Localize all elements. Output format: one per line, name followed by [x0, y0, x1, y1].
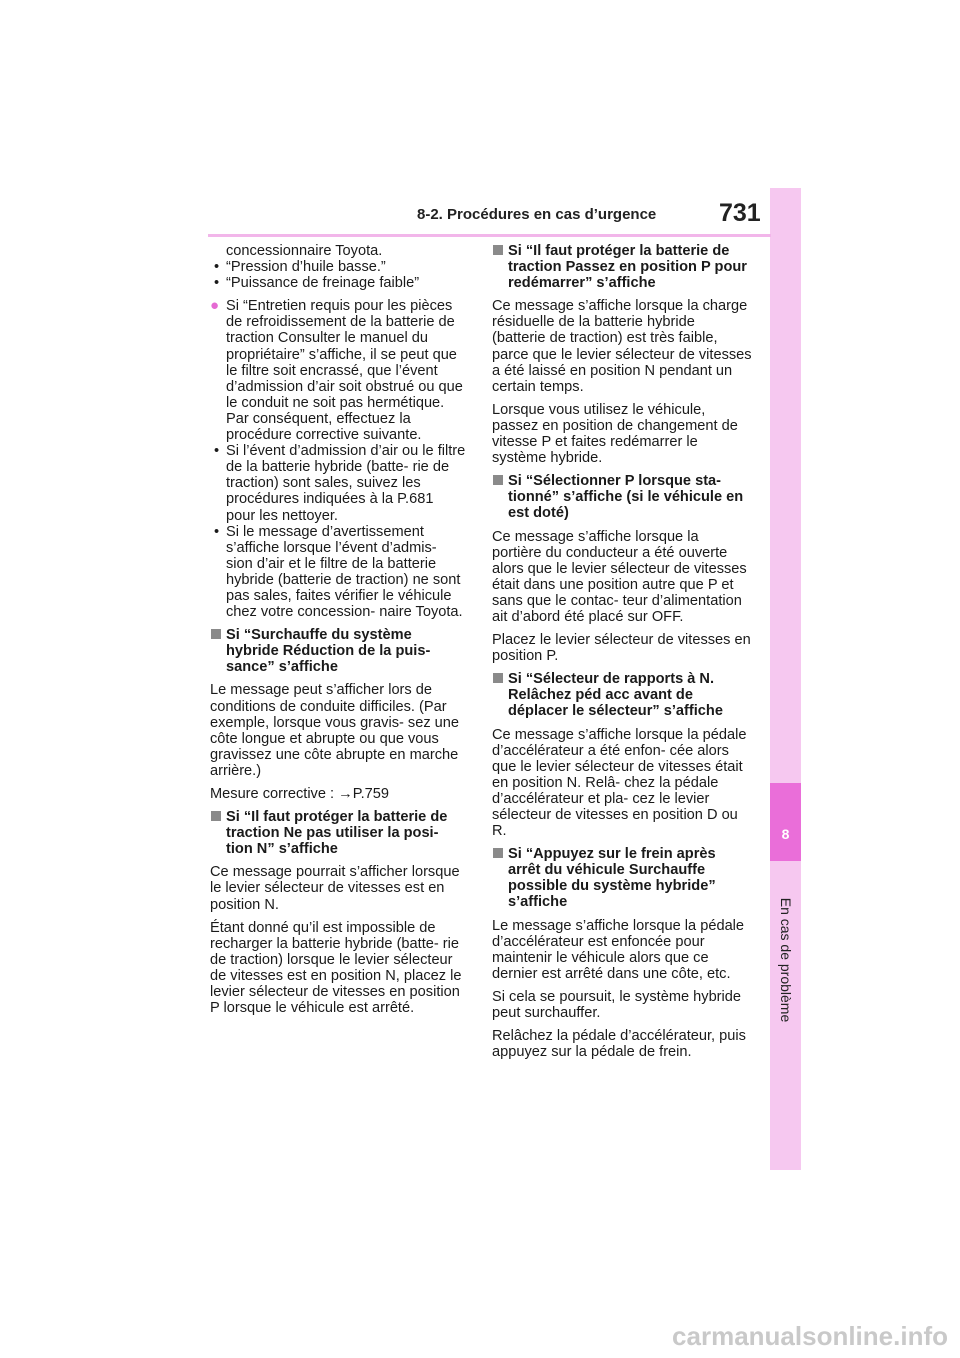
chapter-label: En cas de problème: [778, 897, 794, 1023]
body-paragraph: Si cela se poursuit, le système hybride peut surchauffer.: [492, 988, 742, 1022]
list-item: • Si l’évent d’admission d’air ou le filtre de la batterie hybride (batte- rie de traction) sont sales, suivez les procédures indiquées à la P.681 pour les nettoyer.: [214, 443, 466, 524]
heading-square-icon: [211, 811, 221, 821]
chapter-number: 8: [781, 826, 790, 842]
bullet-dot-icon: •: [214, 443, 220, 460]
heading-square-icon: [493, 475, 503, 485]
body-paragraph: Ce message s’affiche lorsque la portière du conducteur a été ouverte alors que le levier sélecteur de vitesses était dans une position autre que P et sans que le contac- teur d’alimentation ait d’abord été placé sur OFF.: [492, 528, 747, 625]
body-paragraph: Ce message pourrait s’afficher lorsque le levier sélecteur de vitesses est en position N.: [210, 864, 460, 913]
list-item: • “Puissance de freinage faible”: [214, 275, 420, 292]
bullet-dot-icon: •: [214, 259, 220, 276]
body-paragraph: Placez le levier sélecteur de vitesses en position P.: [492, 632, 751, 665]
bullet-dot-icon: •: [214, 523, 220, 540]
subsection-heading: Si “Il faut protéger la batterie de traction Passez en position P pour redémarrer” s’affiche: [492, 243, 752, 291]
body-paragraph: Ce message s’affiche lorsque la pédale d’accélérateur a été enfon- cée alors que le levier sélecteur de vitesses était en position N. Relâ- chez la pédale d’accélérateur et pla- cez le levier sélecteur de vitesses en position D ou R.: [492, 726, 747, 840]
heading-square-icon: [211, 629, 221, 639]
body-paragraph: Le message s’affiche lorsque la pédale d’accélérateur est enfoncée pour maintenir le véhicule alors que ce dernier est arrêté dans une côte, etc.: [492, 917, 745, 982]
heading-square-icon: [493, 245, 503, 255]
right-column: [492, 243, 752, 1067]
list-item: • “Pression d’huile basse.”: [214, 259, 386, 276]
header-rule: [208, 234, 771, 237]
body-paragraph: Ce message s’affiche lorsque la charge résiduelle de la batterie hybride (batterie de traction) est très faible, parce que le levier sélecteur de vitesses a été laissé en position N pendant un certain temps.: [492, 298, 752, 395]
footer-watermark: carmanualsonline.info: [672, 1321, 948, 1351]
subsection-heading: Si “Surchauffe du système hybride Réduction de la puis- sance” s’affiche: [210, 627, 466, 675]
body-paragraph: Mesure corrective : →P.759: [210, 786, 389, 802]
bullet-dot-icon: •: [214, 275, 220, 292]
section-title: 8-2. Procédures en cas d’urgence: [417, 206, 657, 223]
subsection-heading: Si “Sélecteur de rapports à N. Relâchez péd acc avant de déplacer le sélecteur” s’affiche: [492, 671, 752, 719]
subsection-heading: Si “Il faut protéger la batterie de traction Ne pas utiliser la posi- tion N” s’affiche: [210, 809, 466, 857]
subsection-heading: Si “Appuyez sur le frein après arrêt du véhicule Surchauffe possible du système hybride” s’affiche: [492, 846, 752, 910]
subsection-heading: Si “Sélectionner P lorsque sta- tionné” s’affiche (si le véhicule en est doté): [492, 473, 752, 521]
continued-line: concessionnaire Toyota.: [226, 243, 383, 259]
body-paragraph: Étant donné qu’il est impossible de recharger la batterie hybride (batte- rie de traction) lorsque le levier sélecteur de vitesses est en position N, placez le levier sélecteur de vitesses en position P lorsque le véhicule est arrêté.: [210, 919, 462, 1017]
page-number: 731: [719, 199, 761, 227]
heading-square-icon: [493, 673, 503, 683]
body-paragraph: Lorsque vous utilisez le véhicule, passez en position de changement de vitesse P et faites redémarrer le système hybride.: [492, 401, 738, 467]
left-column: [210, 243, 466, 1023]
circle-bullet-paragraph: ● Si “Entretien requis pour les pièces de refroidissement de la batterie de traction Consulter le manuel du propriétaire” s’affiche, il se peut que le filtre soit encrassé, que l’évent d’admission d’air soit obstrué ou que le conduit ne soit pas hermétique. Par conséquent, effectuez la procédure corrective suivante.: [210, 297, 463, 444]
list-item: • Si le message d’avertissement s’affiche lorsque l’évent d’admis- sion d’air et le filtre de la batterie hybride (batterie de traction) ne sont pas sales, faites vérifier le véhicule chez votre concession- naire Toyota.: [214, 523, 463, 621]
circle-bullet-icon: ●: [210, 297, 220, 315]
chapter-tab: [770, 783, 801, 861]
heading-square-icon: [493, 848, 503, 858]
body-paragraph: Relâchez la pédale d’accélérateur, puis appuyez sur la pédale de frein.: [492, 1028, 746, 1061]
body-paragraph: Le message peut s’afficher lors de conditions de conduite difficiles. (Par exemple, lorsque vous gravis- sez une côte longue et abrupte ou que vous gravissez une côte abrupte en marche arrière.): [210, 682, 460, 779]
